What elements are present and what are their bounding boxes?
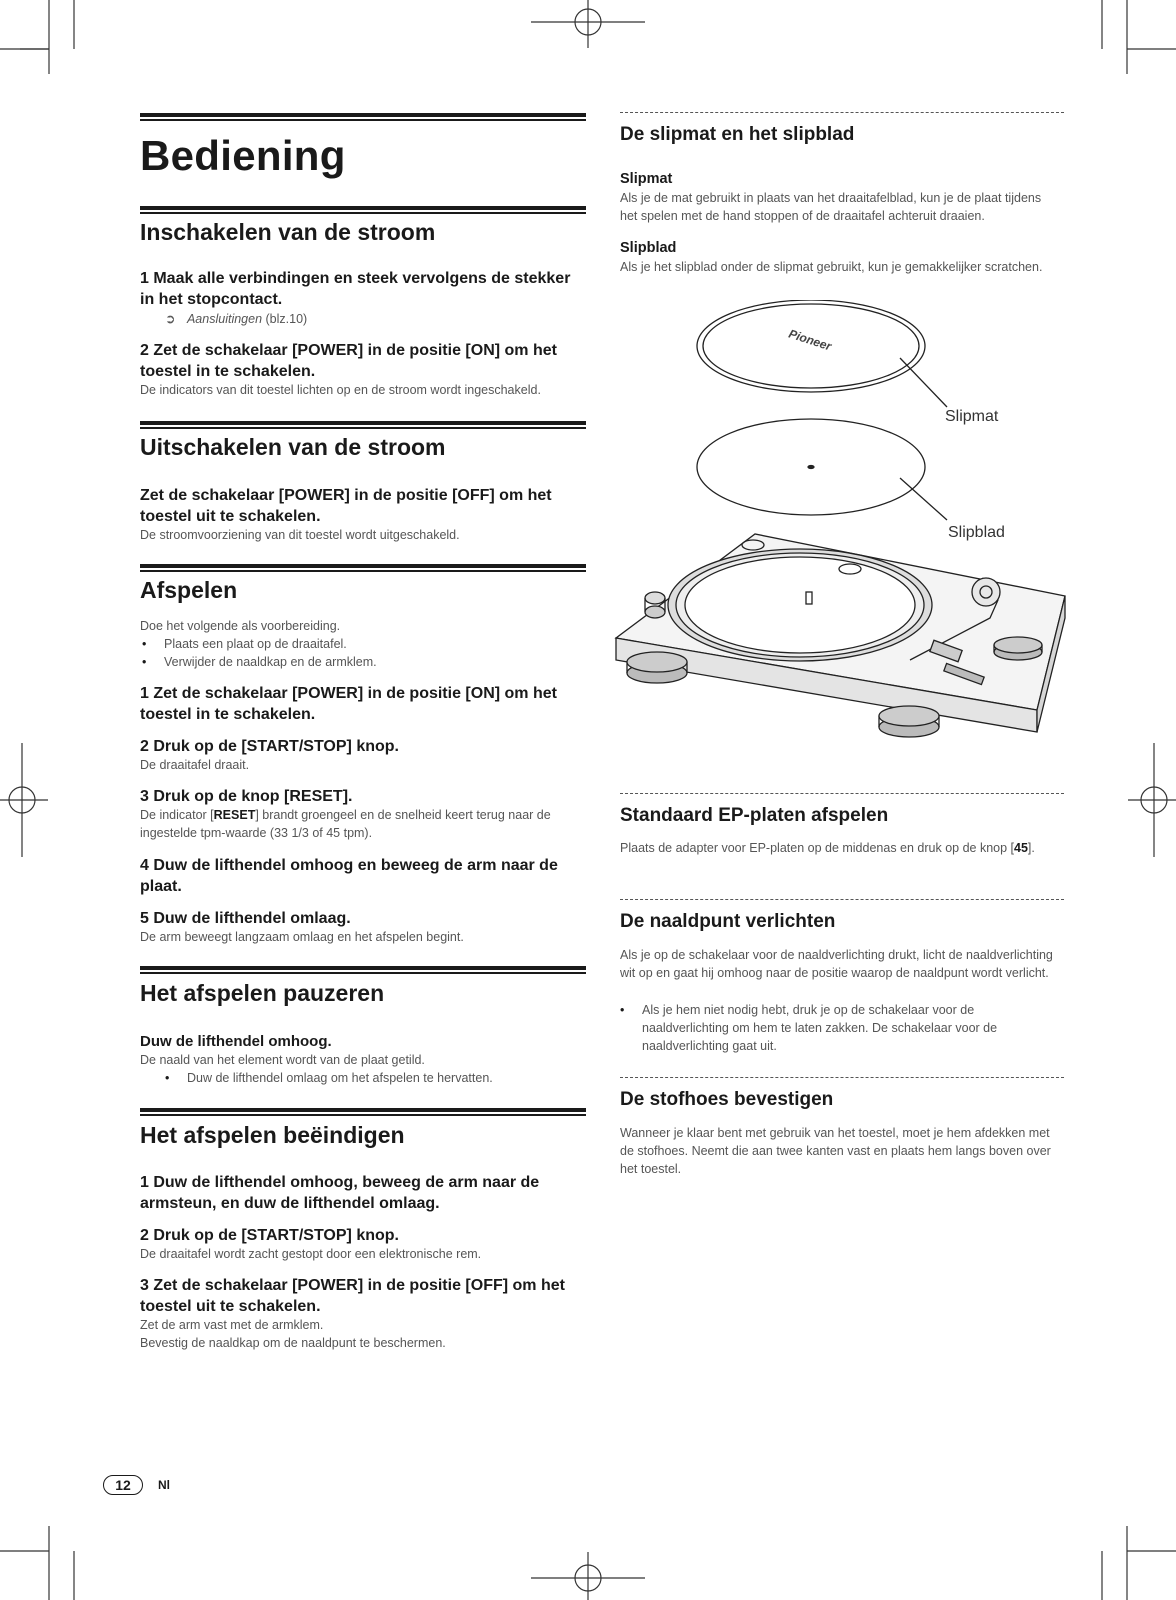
key-45-label: 45 xyxy=(1014,841,1028,855)
section-divider xyxy=(620,899,1064,900)
section-rule xyxy=(140,564,586,574)
label-slipmat: Slipmat xyxy=(945,408,999,425)
turntable-body xyxy=(616,534,1065,737)
heading-dust-cover: De stofhoes bevestigen xyxy=(620,1089,834,1110)
slipblad-illustration xyxy=(697,419,947,520)
page-title: Bediening xyxy=(140,132,346,179)
step-playback-1: 1 Zet de schakelaar [POWER] in de positie [ON] om het toestel in te schakelen. xyxy=(140,685,557,723)
step-stop-2: 2 Druk op de [START/STOP] knop. xyxy=(140,1227,399,1244)
list-item: • Duw de lifthendel omlaag om het afspelen te hervatten. xyxy=(165,1071,493,1085)
page-number: 12 xyxy=(103,1475,143,1495)
step-playback-5: 5 Duw de lifthendel omlaag. xyxy=(140,910,351,927)
step-playback-2: 2 Druk op de [START/STOP] knop. xyxy=(140,738,399,755)
reference-page: (blz.10) xyxy=(262,312,308,326)
section-divider xyxy=(620,1077,1064,1078)
step-stop-3-body-1: Zet de arm vast met de armklem. xyxy=(140,1318,324,1332)
step-power-on-2-body: De indicators van dit toestel lichten op en de stroom wordt ingeschakeld. xyxy=(140,383,541,397)
step-stop-1: 1 Duw de lifthendel omhoog, beweeg de arm naar de armsteun, en duw de lifthendel omlaag. xyxy=(140,1174,540,1212)
section-rule xyxy=(140,421,586,431)
step-power-on-2: 2 Zet de schakelaar [POWER] in de positie [ON] om het toestel in te schakelen. xyxy=(140,342,557,380)
heading-stop: Het afspelen beëindigen xyxy=(140,1122,405,1148)
dust-cover-body: Wanneer je klaar bent met gebruik van het toestel, moet je hem afdekken met de stofhoes. Neemt die aan twee kanten vast en plaats hem langs boven over het toestel. xyxy=(620,1126,1051,1176)
label-slipblad: Slipblad xyxy=(948,524,1005,541)
slipblad-body: Als je het slipblad onder de slipmat gebruikt, kun je gemakkelijker scratchen. xyxy=(620,260,1043,274)
subheading-slipmat: Slipmat xyxy=(620,171,673,187)
heading-pause: Het afspelen pauzeren xyxy=(140,980,385,1006)
section-divider xyxy=(620,112,1064,113)
step-stop-3: 3 Zet de schakelaar [POWER] in de positie [OFF] om het toestel uit te schakelen. xyxy=(140,1277,565,1315)
subheading-slipblad: Slipblad xyxy=(620,240,677,256)
step-playback-2-body: De draaitafel draait. xyxy=(140,758,250,772)
heading-power-off: Uitschakelen van de stroom xyxy=(140,434,446,460)
language-code: Nl xyxy=(158,1478,170,1492)
arrow-right-icon: ➲ xyxy=(165,312,176,326)
section-rule xyxy=(140,206,586,216)
section-divider xyxy=(620,793,1064,794)
turntable-illustration xyxy=(610,300,1080,770)
title-rule xyxy=(140,113,586,123)
step-power-off: Zet de schakelaar [POWER] in de positie [OFF] om het toestel uit te schakelen. xyxy=(140,487,552,525)
bullet-icon: • xyxy=(142,637,147,651)
bullet-icon: • xyxy=(165,1071,170,1085)
section-rule xyxy=(140,966,586,976)
list-item: • Plaats een plaat op de draaitafel. xyxy=(142,637,347,651)
pioneer-logo: Pioneer xyxy=(786,326,834,354)
step-stop-3-body-2: Bevestig de naaldkap om de naaldpunt te beschermen. xyxy=(140,1336,446,1350)
heading-playback: Afspelen xyxy=(140,577,238,603)
step-power-off-body: De stroomvoorziening van dit toestel wordt uitgeschakeld. xyxy=(140,528,460,542)
slipmat-body: Als je de mat gebruikt in plaats van het draaitafelblad, kun je de plaat tijdens het spelen met de hand stoppen of de draaitafel achteruit draaien. xyxy=(620,191,1042,223)
step-power-on-1: 1 Maak alle verbindingen en steek vervolgens de stekker in het stopcontact. xyxy=(140,270,571,308)
needle-light-body: Als je op de schakelaar voor de naaldverlichting drukt, licht de naaldverlichting wit op en gaat hij omhoog naar de positie waarop de naaldpunt wordt verlicht. xyxy=(620,948,1053,980)
list-item: • Verwijder de naaldkap en de armklem. xyxy=(142,655,377,669)
playback-intro: Doe het volgende als voorbereiding. xyxy=(140,619,341,633)
heading-ep-records: Standaard EP-platen afspelen xyxy=(620,805,889,826)
heading-needle-light: De naaldpunt verlichten xyxy=(620,911,836,932)
step-playback-5-body: De arm beweegt langzaam omlaag en het afspelen begint. xyxy=(140,930,464,944)
step-playback-3: 3 Druk op de knop [RESET]. xyxy=(140,788,353,805)
step-stop-2-body: De draaitafel wordt zacht gestopt door een elektronische rem. xyxy=(140,1247,482,1261)
step-playback-3-body: De indicator [RESET] brandt groengeel en de snelheid keert terug naar de ingestelde tpm-waarde (33 1/3 of 45 tpm). xyxy=(140,808,551,840)
slipmat-illustration xyxy=(697,300,947,407)
section-rule xyxy=(140,1108,586,1118)
reference-link[interactable]: Aansluitingen xyxy=(186,312,263,326)
ep-records-body: Plaats de adapter voor EP-platen op de middenas en druk op de knop [45]. xyxy=(620,841,1035,855)
heading-power-on: Inschakelen van de stroom xyxy=(140,219,436,245)
bullet-icon: • xyxy=(620,1003,625,1017)
list-item: • Als je hem niet nodig hebt, druk je op de schakelaar voor de naaldverlichting om hem te laten zakken. De schakelaar voor de naaldverlichting gaat uit. xyxy=(620,1003,998,1053)
pause-instruction: Duw de lifthendel omhoog. xyxy=(140,1033,332,1050)
step-playback-4: 4 Duw de lifthendel omhoog en beweeg de arm naar de plaat. xyxy=(140,857,558,895)
cross-reference xyxy=(165,310,307,328)
reset-key-label: RESET xyxy=(213,808,256,822)
bullet-icon: • xyxy=(142,655,147,669)
heading-slipmat: De slipmat en het slipblad xyxy=(620,124,855,145)
pause-body: De naald van het element wordt van de plaat getild. xyxy=(140,1053,425,1067)
